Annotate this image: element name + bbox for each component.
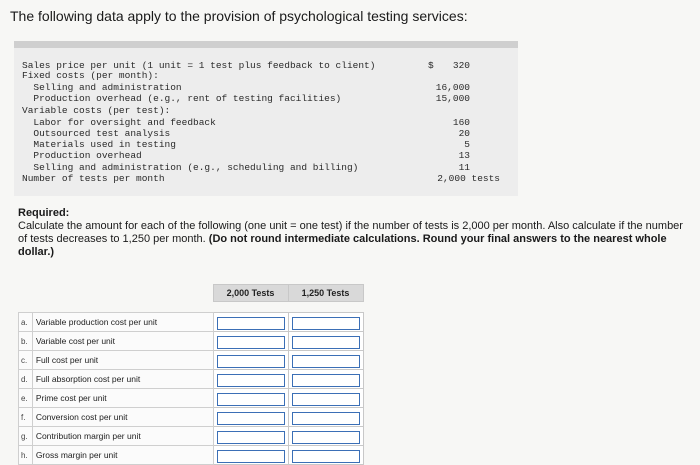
data-value: 13 (458, 150, 470, 161)
row-label: Prime cost per unit (32, 389, 213, 408)
answer-input-1250[interactable] (292, 374, 360, 387)
answer-cell (213, 427, 288, 446)
row-label: Variable cost per unit (32, 332, 213, 351)
answer-input-2000[interactable] (217, 317, 285, 330)
answer-cell (288, 370, 363, 389)
table-row (19, 427, 364, 446)
col-header-1250: 1,250 Tests (288, 285, 363, 302)
row-label: Gross margin per unit (32, 446, 213, 465)
row-label: Full cost per unit (32, 351, 213, 370)
answer-table (18, 284, 364, 465)
answer-cell (213, 332, 288, 351)
row-letter: c. (19, 351, 33, 370)
answer-cell (288, 446, 363, 465)
answer-cell (288, 332, 363, 351)
answer-cell (288, 313, 363, 332)
table-row (19, 389, 364, 408)
answer-input-2000[interactable] (217, 412, 285, 425)
data-label: Selling and administration (e.g., scheduling and billing) (22, 162, 359, 173)
answer-input-1250[interactable] (292, 431, 360, 444)
row-letter: d. (19, 370, 33, 389)
table-row (19, 446, 364, 465)
rounding-note: (Do not round intermediate calculations. Round your final answers to the nearest whole dollar.) (18, 233, 667, 258)
answer-cell (213, 446, 288, 465)
row-letter: e. (19, 389, 33, 408)
row-letter: g. (19, 427, 33, 446)
answer-cell (288, 427, 363, 446)
row-label: Variable production cost per unit (32, 313, 213, 332)
data-label: Number of tests per month (22, 173, 165, 184)
required-heading: Required: (18, 207, 70, 219)
answer-input-2000[interactable] (217, 355, 285, 368)
data-label: Production overhead (22, 150, 142, 161)
data-block (14, 41, 518, 196)
problem-intro: The following data apply to the provision of psychological testing services: (10, 8, 468, 24)
header-spacer (19, 285, 214, 302)
data-value: 320 (452, 60, 470, 71)
row-letter: b. (19, 332, 33, 351)
answer-cell (213, 370, 288, 389)
required-instructions (18, 207, 690, 259)
answer-input-2000[interactable] (217, 431, 285, 444)
row-label: Full absorption cost per unit (32, 370, 213, 389)
answer-input-2000[interactable] (217, 450, 285, 463)
data-label: Variable costs (per test): (22, 105, 171, 116)
data-value: 2,000 tests (437, 173, 500, 184)
answer-cell (213, 389, 288, 408)
table-row (19, 313, 364, 332)
data-label: Labor for oversight and feedback (22, 117, 216, 128)
answer-cell (213, 351, 288, 370)
row-label: Contribution margin per unit (32, 427, 213, 446)
data-label: Selling and administration (22, 82, 182, 93)
answer-cell (288, 389, 363, 408)
answer-cell (288, 408, 363, 427)
answer-input-2000[interactable] (217, 393, 285, 406)
row-letter: a. (19, 313, 33, 332)
data-value: 160 (452, 117, 470, 128)
answer-input-1250[interactable] (292, 412, 360, 425)
answer-input-1250[interactable] (292, 336, 360, 349)
table-row (19, 370, 364, 389)
answer-input-1250[interactable] (292, 355, 360, 368)
answer-input-1250[interactable] (292, 450, 360, 463)
answer-input-1250[interactable] (292, 317, 360, 330)
row-letter: h. (19, 446, 33, 465)
data-value: 15,000 (435, 93, 470, 104)
answer-input-2000[interactable] (217, 374, 285, 387)
data-value: 11 (458, 162, 470, 173)
answer-input-1250[interactable] (292, 393, 360, 406)
data-label: Sales price per unit (1 unit = 1 test plus feedback to client) (22, 60, 376, 71)
answer-cell (213, 408, 288, 427)
data-label: Materials used in testing (22, 139, 176, 150)
table-row (19, 351, 364, 370)
answer-input-2000[interactable] (217, 336, 285, 349)
table-row (19, 332, 364, 351)
data-value: 5 (464, 139, 470, 150)
col-header-2000: 2,000 Tests (213, 285, 288, 302)
data-label: Outsourced test analysis (22, 128, 171, 139)
table-row (19, 408, 364, 427)
data-label: Production overhead (e.g., rent of testing facilities) (22, 93, 342, 104)
answer-cell (288, 351, 363, 370)
answer-cell (213, 313, 288, 332)
required-text: Calculate the amount for each of the following (one unit = one test) if the number of tests is 2,000 per month. Also calculate if the number of tests decreases to 1,250 per month. (18, 220, 683, 245)
data-label: Fixed costs (per month): (22, 70, 159, 81)
row-label: Conversion cost per unit (32, 408, 213, 427)
data-value: 20 (458, 128, 470, 139)
data-value: 16,000 (435, 82, 470, 93)
currency-symbol: $ (428, 60, 434, 71)
row-letter: f. (19, 408, 33, 427)
